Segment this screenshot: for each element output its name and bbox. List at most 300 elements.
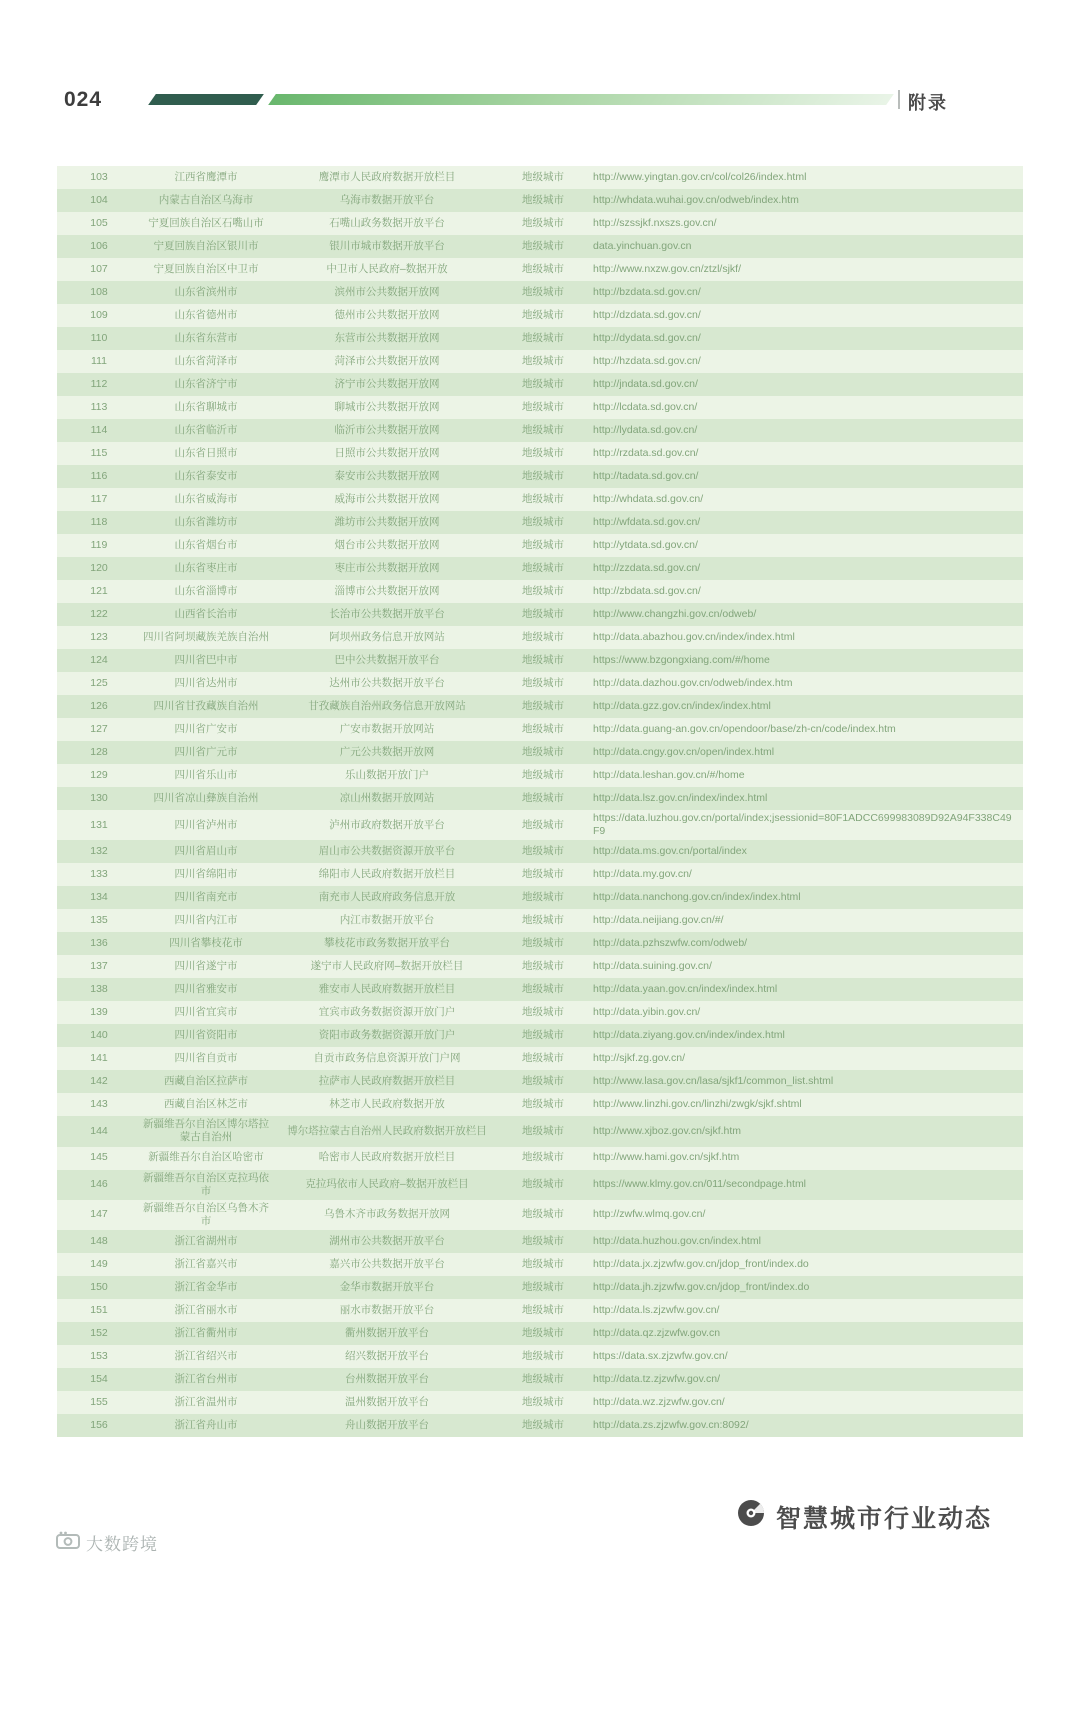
- table-row: [57, 787, 1023, 810]
- url-cell: http://dzdata.sd.gov.cn/: [593, 308, 701, 321]
- table-row: [57, 304, 1023, 327]
- table-row: [57, 1368, 1023, 1391]
- table-row: [57, 1200, 1023, 1230]
- url-cell: http://data.wz.zjzwfw.gov.cn/: [593, 1395, 725, 1408]
- platform-name-cell: 济宁市公共数据开放网: [334, 377, 440, 390]
- region-cell: 山东省临沂市: [174, 423, 238, 436]
- city-level-cell: 地级城市: [522, 630, 564, 643]
- row-number-cell: 139: [90, 1006, 108, 1019]
- url-cell: http://data.qz.zjzwfw.gov.cn: [593, 1326, 721, 1339]
- row-number-cell: 136: [90, 937, 108, 950]
- region-cell: 新疆维吾尔自治区乌鲁木齐市: [143, 1201, 269, 1227]
- row-number-cell: 148: [90, 1234, 108, 1247]
- city-level-cell: 地级城市: [522, 1234, 564, 1247]
- url-cell: http://www.xjboz.gov.cn/sjkf.htm: [593, 1124, 742, 1137]
- row-number-cell: 109: [90, 308, 108, 321]
- platform-name-cell: 绍兴数据开放平台: [345, 1349, 429, 1362]
- url-cell: http://bzdata.sd.gov.cn/: [593, 285, 701, 298]
- table-row: [57, 1047, 1023, 1070]
- row-number-cell: 110: [90, 331, 108, 344]
- url-cell: https://www.klmy.gov.cn/011/secondpage.html: [593, 1178, 807, 1191]
- platform-name-cell: 中卫市人民政府–数据开放: [326, 262, 448, 275]
- row-number-cell: 118: [90, 515, 108, 528]
- region-cell: 新疆维吾尔自治区博尔塔拉蒙古自治州: [143, 1118, 269, 1144]
- row-number-cell: 121: [90, 584, 108, 597]
- region-cell: 浙江省衢州市: [174, 1326, 238, 1339]
- row-number-cell: 153: [90, 1349, 108, 1362]
- city-level-cell: 地级城市: [522, 1052, 564, 1065]
- platform-name-cell: 丽水市数据开放平台: [339, 1303, 435, 1316]
- city-level-cell: 地级城市: [522, 170, 564, 183]
- platform-name-cell: 台州数据开放平台: [345, 1372, 429, 1385]
- region-cell: 新疆维吾尔自治区克拉玛依市: [143, 1171, 269, 1197]
- region-cell: 西藏自治区林芝市: [164, 1098, 248, 1111]
- row-number-cell: 106: [90, 239, 108, 252]
- city-level-cell: 地级城市: [522, 1326, 564, 1339]
- city-level-cell: 地级城市: [522, 1006, 564, 1019]
- row-number-cell: 128: [90, 745, 108, 758]
- watermark-logo-icon: [736, 1498, 766, 1535]
- row-number-cell: 112: [90, 377, 108, 390]
- region-cell: 西藏自治区拉萨市: [164, 1075, 248, 1088]
- region-cell: 山东省滨州市: [174, 285, 238, 298]
- region-cell: 宁夏回族自治区银川市: [153, 239, 259, 252]
- region-cell: 四川省南充市: [174, 891, 238, 904]
- url-cell: http://data.tz.zjzwfw.gov.cn/: [593, 1372, 721, 1385]
- region-cell: 四川省达州市: [174, 676, 238, 689]
- table-row: [57, 189, 1023, 212]
- row-number-cell: 108: [90, 285, 108, 298]
- region-cell: 四川省广安市: [174, 722, 238, 735]
- table-row: [57, 1093, 1023, 1116]
- url-cell: http://jndata.sd.gov.cn/: [593, 377, 698, 390]
- table-row: [57, 258, 1023, 281]
- city-level-cell: 地级城市: [522, 377, 564, 390]
- url-cell: https://data.sx.zjzwfw.gov.cn/: [593, 1349, 728, 1362]
- city-level-cell: 地级城市: [522, 1208, 564, 1221]
- platform-name-cell: 乌海市数据开放平台: [339, 193, 435, 206]
- table-row: [57, 649, 1023, 672]
- city-level-cell: 地级城市: [522, 423, 564, 436]
- platform-name-cell: 雅安市人民政府数据开放栏目: [318, 983, 456, 996]
- row-number-cell: 117: [90, 492, 108, 505]
- row-number-cell: 152: [90, 1326, 108, 1339]
- region-cell: 四川省资阳市: [174, 1029, 238, 1042]
- url-cell: http://data.ms.gov.cn/portal/index: [593, 845, 747, 858]
- table-row: [57, 1253, 1023, 1276]
- platform-name-cell: 衢州数据开放平台: [345, 1326, 429, 1339]
- platform-name-cell: 滨州市公共数据开放网: [334, 285, 440, 298]
- table-row: [57, 442, 1023, 465]
- table-row: [57, 1001, 1023, 1024]
- region-cell: 四川省绵阳市: [174, 868, 238, 881]
- platform-name-cell: 湖州市公共数据开放平台: [329, 1234, 445, 1247]
- city-level-cell: 地级城市: [522, 1349, 564, 1362]
- city-level-cell: 地级城市: [522, 515, 564, 528]
- row-number-cell: 156: [90, 1418, 108, 1431]
- url-cell: http://www.lasa.gov.cn/lasa/sjkf1/common_list.shtml: [593, 1075, 834, 1088]
- region-cell: 四川省广元市: [174, 745, 238, 758]
- url-cell: http://data.leshan.gov.cn/#/home: [593, 768, 745, 781]
- region-cell: 浙江省金华市: [174, 1280, 238, 1293]
- url-cell: http://data.yibin.gov.cn/: [593, 1006, 701, 1019]
- table-row: [57, 626, 1023, 649]
- platform-name-cell: 凉山州数据开放网站: [339, 791, 435, 804]
- header-bar-light: [268, 94, 894, 105]
- row-number-cell: 119: [90, 538, 108, 551]
- city-level-cell: 地级城市: [522, 1029, 564, 1042]
- platform-name-cell: 烟台市公共数据开放网: [334, 538, 440, 551]
- row-number-cell: 135: [90, 914, 108, 927]
- row-number-cell: 124: [90, 653, 108, 666]
- platform-name-cell: 遂宁市人民政府网–数据开放栏目: [310, 960, 464, 973]
- city-level-cell: 地级城市: [522, 1280, 564, 1293]
- city-level-cell: 地级城市: [522, 492, 564, 505]
- row-number-cell: 113: [90, 400, 108, 413]
- region-cell: 山东省威海市: [174, 492, 238, 505]
- platform-name-cell: 银川市城市数据开放平台: [329, 239, 445, 252]
- row-number-cell: 150: [90, 1280, 108, 1293]
- url-cell: http://data.yaan.gov.cn/index/index.html: [593, 983, 778, 996]
- url-cell: http://data.cngy.gov.cn/open/index.html: [593, 745, 775, 758]
- url-cell: http://data.abazhou.gov.cn/index/index.html: [593, 630, 795, 643]
- url-cell: http://dydata.sd.gov.cn/: [593, 331, 701, 344]
- table-row: [57, 281, 1023, 304]
- region-cell: 四川省乐山市: [174, 768, 238, 781]
- table-row: [57, 810, 1023, 840]
- region-cell: 四川省宜宾市: [174, 1006, 238, 1019]
- platform-name-cell: 菏泽市公共数据开放网: [334, 354, 440, 367]
- city-level-cell: 地级城市: [522, 914, 564, 927]
- region-cell: 宁夏回族自治区中卫市: [153, 262, 259, 275]
- city-level-cell: 地级城市: [522, 1418, 564, 1431]
- city-level-cell: 地级城市: [522, 745, 564, 758]
- region-cell: 山东省潍坊市: [174, 515, 238, 528]
- row-number-cell: 104: [90, 193, 108, 206]
- platform-name-cell: 乌鲁木齐市政务数据开放网: [324, 1208, 450, 1221]
- table-row: [57, 764, 1023, 787]
- platform-name-cell: 达州市公共数据开放平台: [329, 676, 445, 689]
- camera-logo-icon: [56, 1531, 80, 1554]
- region-cell: 山东省烟台市: [174, 538, 238, 551]
- platform-name-cell: 林芝市人民政府数据开放: [329, 1098, 445, 1111]
- row-number-cell: 133: [90, 868, 108, 881]
- city-level-cell: 地级城市: [522, 1098, 564, 1111]
- row-number-cell: 140: [90, 1029, 108, 1042]
- table-row: [57, 695, 1023, 718]
- row-number-cell: 134: [90, 891, 108, 904]
- table-row: [57, 534, 1023, 557]
- platform-name-cell: 攀枝花市政务数据开放平台: [324, 937, 450, 950]
- url-cell: http://data.my.gov.cn/: [593, 868, 692, 881]
- row-number-cell: 126: [90, 699, 108, 712]
- table-row: [57, 840, 1023, 863]
- open-data-platform-table: [57, 166, 1023, 1437]
- header-divider: [898, 90, 900, 109]
- table-row: [57, 373, 1023, 396]
- url-cell: http://data.suining.gov.cn/: [593, 960, 712, 973]
- platform-name-cell: 鹰潭市人民政府数据开放栏目: [318, 170, 456, 183]
- region-cell: 四川省眉山市: [174, 845, 238, 858]
- url-cell: http://zbdata.sd.gov.cn/: [593, 584, 701, 597]
- region-cell: 四川省内江市: [174, 914, 238, 927]
- row-number-cell: 137: [90, 960, 108, 973]
- region-cell: 四川省遂宁市: [174, 960, 238, 973]
- table-row: [57, 603, 1023, 626]
- region-cell: 山东省东营市: [174, 331, 238, 344]
- platform-name-cell: 宜宾市政务数据资源开放门户: [318, 1006, 456, 1019]
- platform-name-cell: 枣庄市公共数据开放网: [334, 561, 440, 574]
- city-level-cell: 地级城市: [522, 561, 564, 574]
- row-number-cell: 144: [90, 1124, 108, 1137]
- city-level-cell: 地级城市: [522, 1178, 564, 1191]
- platform-name-cell: 温州数据开放平台: [345, 1395, 429, 1408]
- region-cell: 四川省阿坝藏族羌族自治州: [143, 630, 269, 643]
- region-cell: 山东省德州市: [174, 308, 238, 321]
- table-row: [57, 465, 1023, 488]
- region-cell: 浙江省丽水市: [174, 1303, 238, 1316]
- platform-name-cell: 南充市人民政府政务信息开放: [318, 891, 456, 904]
- platform-name-cell: 博尔塔拉蒙古自治州人民政府数据开放栏目: [287, 1124, 487, 1137]
- city-level-cell: 地级城市: [522, 308, 564, 321]
- url-cell: http://whdata.wuhai.gov.cn/odweb/index.htm: [593, 193, 799, 206]
- region-cell: 浙江省舟山市: [174, 1418, 238, 1431]
- url-cell: http://www.changzhi.gov.cn/odweb/: [593, 607, 757, 620]
- table-row: [57, 327, 1023, 350]
- platform-name-cell: 自贡市政务信息资源开放门户网: [313, 1052, 461, 1065]
- table-row: [57, 396, 1023, 419]
- region-cell: 四川省甘孜藏族自治州: [153, 699, 259, 712]
- region-cell: 四川省自贡市: [174, 1052, 238, 1065]
- city-level-cell: 地级城市: [522, 653, 564, 666]
- url-cell: data.yinchuan.gov.cn: [593, 239, 692, 252]
- table-row: [57, 1391, 1023, 1414]
- city-level-cell: 地级城市: [522, 768, 564, 781]
- url-cell: http://data.dazhou.gov.cn/odweb/index.htm: [593, 676, 793, 689]
- region-cell: 山东省菏泽市: [174, 354, 238, 367]
- platform-name-cell: 聊城市公共数据开放网: [334, 400, 440, 413]
- row-number-cell: 132: [90, 845, 108, 858]
- table-row: [57, 1299, 1023, 1322]
- platform-name-cell: 广元公共数据开放网: [339, 745, 435, 758]
- city-level-cell: 地级城市: [522, 193, 564, 206]
- city-level-cell: 地级城市: [522, 791, 564, 804]
- url-cell: https://data.luzhou.gov.cn/portal/index;jsessionid=80F1ADCC699983089D92A94F338C49F9: [593, 812, 1012, 838]
- row-number-cell: 125: [90, 676, 108, 689]
- platform-name-cell: 金华市数据开放平台: [339, 1280, 435, 1293]
- url-cell: http://data.ziyang.gov.cn/index/index.html: [593, 1029, 785, 1042]
- city-level-cell: 地级城市: [522, 1303, 564, 1316]
- table-row: [57, 1414, 1023, 1437]
- city-level-cell: 地级城市: [522, 818, 564, 831]
- row-number-cell: 103: [90, 170, 108, 183]
- table-row: [57, 1230, 1023, 1253]
- row-number-cell: 105: [90, 216, 108, 229]
- city-level-cell: 地级城市: [522, 285, 564, 298]
- table-row: [57, 863, 1023, 886]
- platform-name-cell: 广安市数据开放网站: [339, 722, 435, 735]
- region-cell: 山东省淄博市: [174, 584, 238, 597]
- platform-name-cell: 哈密市人民政府数据开放栏目: [318, 1151, 456, 1164]
- brand-left-label: 大数跨境: [86, 1535, 158, 1554]
- section-title: 附录: [908, 93, 948, 113]
- platform-name-cell: 威海市公共数据开放网: [334, 492, 440, 505]
- platform-name-cell: 内江市数据开放平台: [339, 914, 435, 927]
- platform-name-cell: 眉山市公共数据资源开放平台: [318, 845, 456, 858]
- table-row: [57, 741, 1023, 764]
- table-row: [57, 886, 1023, 909]
- watermark-label: 智慧城市行业动态: [775, 1504, 992, 1533]
- url-cell: http://data.zs.zjzwfw.gov.cn:8092/: [593, 1418, 749, 1431]
- url-cell: http://zzdata.sd.gov.cn/: [593, 561, 701, 574]
- city-level-cell: 地级城市: [522, 607, 564, 620]
- platform-name-cell: 克拉玛依市人民政府–数据开放栏目: [305, 1178, 469, 1191]
- table-row: [57, 955, 1023, 978]
- city-level-cell: 地级城市: [522, 722, 564, 735]
- platform-name-cell: 嘉兴市公共数据开放平台: [329, 1257, 445, 1270]
- city-level-cell: 地级城市: [522, 584, 564, 597]
- row-number-cell: 145: [90, 1151, 108, 1164]
- table-row: [57, 718, 1023, 741]
- table-row: [57, 166, 1023, 189]
- platform-name-cell: 绵阳市人民政府数据开放栏目: [318, 868, 456, 881]
- url-cell: http://tadata.sd.gov.cn/: [593, 469, 699, 482]
- city-level-cell: 地级城市: [522, 699, 564, 712]
- table-row: [57, 1345, 1023, 1368]
- region-cell: 山东省日照市: [174, 446, 238, 459]
- url-cell: http://lcdata.sd.gov.cn/: [593, 400, 698, 413]
- url-cell: http://data.neijiang.gov.cn/#/: [593, 914, 724, 927]
- region-cell: 浙江省嘉兴市: [174, 1257, 238, 1270]
- city-level-cell: 地级城市: [522, 538, 564, 551]
- row-number-cell: 149: [90, 1257, 108, 1270]
- city-level-cell: 地级城市: [522, 331, 564, 344]
- row-number-cell: 129: [90, 768, 108, 781]
- city-level-cell: 地级城市: [522, 216, 564, 229]
- watermark: [736, 1498, 992, 1535]
- table-row: [57, 1147, 1023, 1170]
- platform-name-cell: 拉萨市人民政府数据开放栏目: [318, 1075, 456, 1088]
- row-number-cell: 127: [90, 722, 108, 735]
- row-number-cell: 141: [90, 1052, 108, 1065]
- table-row: [57, 1170, 1023, 1200]
- city-level-cell: 地级城市: [522, 262, 564, 275]
- platform-name-cell: 淄博市公共数据开放网: [334, 584, 440, 597]
- row-number-cell: 151: [90, 1303, 108, 1316]
- row-number-cell: 114: [90, 423, 108, 436]
- url-cell: http://data.huzhou.gov.cn/index.html: [593, 1234, 761, 1247]
- city-level-cell: 地级城市: [522, 891, 564, 904]
- url-cell: http://data.ls.zjzwfw.gov.cn/: [593, 1303, 720, 1316]
- url-cell: http://www.nxzw.gov.cn/ztzl/sjkf/: [593, 262, 742, 275]
- row-number-cell: 154: [90, 1372, 108, 1385]
- city-level-cell: 地级城市: [522, 469, 564, 482]
- url-cell: http://data.pzhszwfw.com/odweb/: [593, 937, 748, 950]
- platform-name-cell: 临沂市公共数据开放网: [334, 423, 440, 436]
- url-cell: http://data.nanchong.gov.cn/index/index.html: [593, 891, 801, 904]
- city-level-cell: 地级城市: [522, 354, 564, 367]
- url-cell: http://data.jx.zjzwfw.gov.cn/jdop_front/index.do: [593, 1257, 809, 1270]
- page-number: 024: [64, 88, 103, 111]
- city-level-cell: 地级城市: [522, 239, 564, 252]
- region-cell: 山西省长治市: [174, 607, 238, 620]
- url-cell: http://wfdata.sd.gov.cn/: [593, 515, 701, 528]
- table-row: [57, 212, 1023, 235]
- table-row: [57, 511, 1023, 534]
- platform-name-cell: 石嘴山政务数据开放平台: [329, 216, 445, 229]
- row-number-cell: 111: [91, 354, 107, 367]
- url-cell: http://hzdata.sd.gov.cn/: [593, 354, 701, 367]
- region-cell: 江西省鹰潭市: [174, 170, 238, 183]
- region-cell: 浙江省绍兴市: [174, 1349, 238, 1362]
- table-row: [57, 419, 1023, 442]
- row-number-cell: 107: [90, 262, 108, 275]
- city-level-cell: 地级城市: [522, 960, 564, 973]
- row-number-cell: 138: [90, 983, 108, 996]
- city-level-cell: 地级城市: [522, 676, 564, 689]
- header-bar-dark: [148, 94, 264, 105]
- platform-name-cell: 德州市公共数据开放网: [334, 308, 440, 321]
- region-cell: 浙江省温州市: [174, 1395, 238, 1408]
- url-cell: http://lydata.sd.gov.cn/: [593, 423, 698, 436]
- region-cell: 四川省巴中市: [174, 653, 238, 666]
- url-cell: http://data.gzz.gov.cn/index/index.html: [593, 699, 771, 712]
- region-cell: 山东省济宁市: [174, 377, 238, 390]
- url-cell: http://rzdata.sd.gov.cn/: [593, 446, 699, 459]
- platform-name-cell: 东营市公共数据开放网: [334, 331, 440, 344]
- url-cell: http://data.jh.zjzwfw.gov.cn/jdop_front/index.do: [593, 1280, 810, 1293]
- table-row: [57, 1276, 1023, 1299]
- platform-name-cell: 泸州市政府数据开放平台: [329, 818, 445, 831]
- platform-name-cell: 巴中公共数据开放平台: [334, 653, 440, 666]
- row-number-cell: 122: [90, 607, 108, 620]
- region-cell: 内蒙古自治区乌海市: [158, 193, 254, 206]
- url-cell: http://sjkf.zg.gov.cn/: [593, 1052, 686, 1065]
- url-cell: http://whdata.sd.gov.cn/: [593, 492, 704, 505]
- url-cell: http://www.yingtan.gov.cn/col/col26/index.html: [593, 170, 807, 183]
- brand-logo-left: [56, 1530, 158, 1555]
- region-cell: 宁夏回族自治区石嘴山市: [148, 216, 264, 229]
- region-cell: 四川省攀枝花市: [169, 937, 243, 950]
- city-level-cell: 地级城市: [522, 446, 564, 459]
- url-cell: http://ytdata.sd.gov.cn/: [593, 538, 698, 551]
- table-row: [57, 1116, 1023, 1146]
- region-cell: 四川省泸州市: [174, 818, 238, 831]
- platform-name-cell: 资阳市政务数据资源开放门户: [318, 1029, 456, 1042]
- region-cell: 四川省凉山彝族自治州: [153, 791, 259, 804]
- platform-name-cell: 长治市公共数据开放平台: [329, 607, 445, 620]
- table-row: [57, 235, 1023, 258]
- region-cell: 浙江省湖州市: [174, 1234, 238, 1247]
- platform-name-cell: 日照市公共数据开放网: [334, 446, 440, 459]
- url-cell: http://zwfw.wlmq.gov.cn/: [593, 1208, 706, 1221]
- table-row: [57, 1024, 1023, 1047]
- row-number-cell: 115: [90, 446, 108, 459]
- table-row: [57, 350, 1023, 373]
- city-level-cell: 地级城市: [522, 1124, 564, 1137]
- platform-name-cell: 甘孜藏族自治州政务信息开放网站: [308, 699, 466, 712]
- row-number-cell: 147: [90, 1208, 108, 1221]
- row-number-cell: 116: [90, 469, 108, 482]
- city-level-cell: 地级城市: [522, 983, 564, 996]
- table-body: [57, 166, 1023, 1437]
- table-row: [57, 672, 1023, 695]
- platform-name-cell: 舟山数据开放平台: [345, 1418, 429, 1431]
- url-cell: https://www.bzgongxiang.com/#/home: [593, 653, 770, 666]
- table-row: [57, 932, 1023, 955]
- region-cell: 山东省聊城市: [174, 400, 238, 413]
- city-level-cell: 地级城市: [522, 1075, 564, 1088]
